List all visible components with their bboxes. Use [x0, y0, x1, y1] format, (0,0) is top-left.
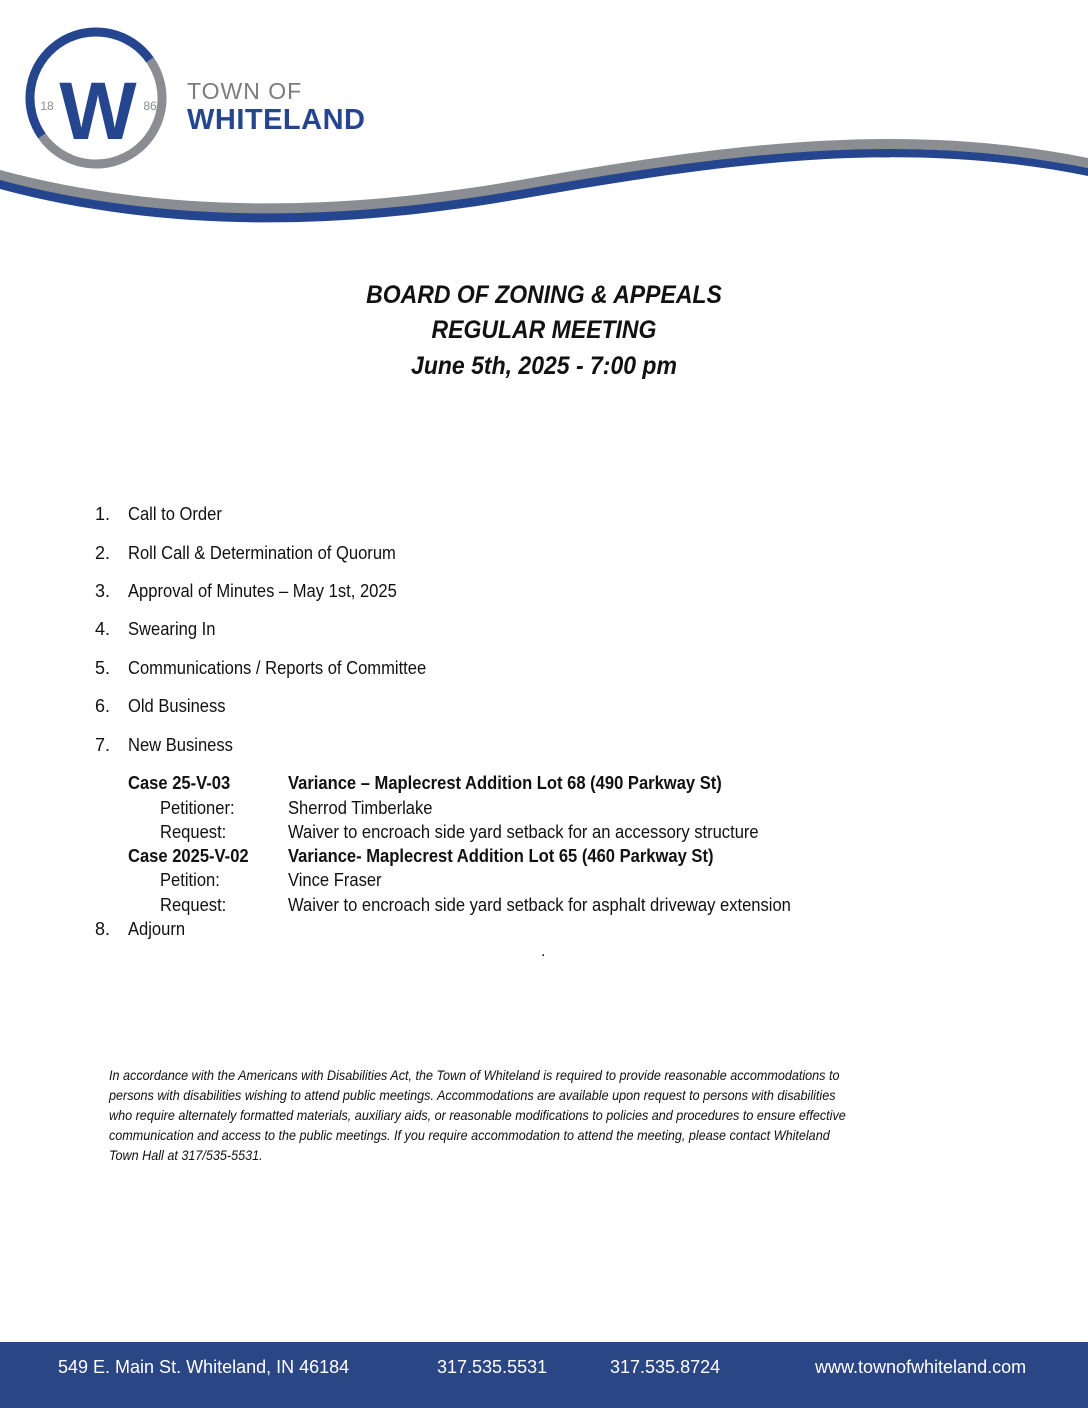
agenda-item-number: 3.	[95, 581, 111, 601]
agenda-item-number: 8.	[95, 919, 111, 939]
case-petitioner-label: Petitioner:	[160, 798, 235, 818]
case-title: Variance- Maplecrest Addition Lot 65 (460 Parkway St)	[288, 846, 714, 866]
case-request-value: Waiver to encroach side yard setback for asphalt driveway extension	[288, 895, 791, 915]
agenda-item-swearing-in: Swearing In	[128, 619, 216, 639]
ada-notice: In accordance with the Americans with Disabilities Act, the Town of Whiteland is required to provide reasonable accommodations to persons with disabilities wishing to attend public meetings. Accommodations are available upon request to persons with disabilities who require alternately formatted materials, auxiliary aids, or reasonable modifications to policies and procedures to ensure effective communication and access to the public meetings. If you require accommodation to attend the meeting, please contact Whiteland Town Hall at 317/535-5531.	[109, 1067, 846, 1163]
footer-phone-main: 317.535.5531	[437, 1357, 548, 1377]
agenda-item-approval-minutes: Approval of Minutes – May 1st, 2025	[128, 581, 397, 601]
case-request-value: Waiver to encroach side yard setback for an accessory structure	[288, 822, 759, 842]
agenda-item-number: 5.	[95, 658, 111, 678]
seal-letter-w: W	[59, 66, 137, 157]
case-petitioner-value: Sherrod Timberlake	[288, 798, 433, 818]
case-label: Case 2025-V-02	[128, 846, 249, 866]
meeting-date-time: June 5th, 2025 - 7:00 pm	[411, 352, 677, 380]
case-request-label: Request:	[160, 895, 227, 915]
header-swoosh-graphic	[0, 0, 1088, 240]
footer-website: www.townofwhiteland.com	[815, 1357, 1027, 1377]
footer-phone-secondary: 317.535.8724	[610, 1357, 721, 1377]
case-title: Variance – Maplecrest Addition Lot 68 (490 Parkway St)	[288, 773, 722, 793]
seal-year-left: 18	[40, 99, 54, 113]
agenda-item-number: 4.	[95, 619, 111, 639]
agenda-item-number: 7.	[95, 735, 111, 755]
agenda-item-number: 6.	[95, 696, 111, 716]
logo-town-of: TOWN OF	[187, 78, 303, 104]
stray-period: .	[541, 943, 546, 960]
agenda-item-new-business: New Business	[128, 735, 233, 755]
town-seal-logo	[30, 32, 162, 164]
agenda-item-old-business: Old Business	[128, 696, 226, 716]
case-label: Case 25-V-03	[128, 773, 231, 793]
agenda-item-number: 1.	[95, 504, 111, 524]
logo-town-name: WHITELAND	[187, 104, 366, 136]
agenda-item-communications: Communications / Reports of Committee	[128, 658, 427, 678]
meeting-title-type: REGULAR MEETING	[431, 316, 657, 344]
case-petitioner-label: Petition:	[160, 870, 220, 890]
footer-address: 549 E. Main St. Whiteland, IN 46184	[58, 1357, 350, 1377]
case-request-label: Request:	[160, 822, 227, 842]
agenda-item-roll-call: Roll Call & Determination of Quorum	[128, 543, 396, 563]
agenda-item-number: 2.	[95, 543, 111, 563]
case-petitioner-value: Vince Fraser	[288, 870, 382, 890]
agenda-item-adjourn: Adjourn	[128, 919, 186, 939]
meeting-title-board: BOARD OF ZONING & APPEALS	[366, 281, 722, 309]
seal-year-right: 86	[143, 99, 157, 113]
agenda-item-call-to-order: Call to Order	[128, 504, 222, 524]
